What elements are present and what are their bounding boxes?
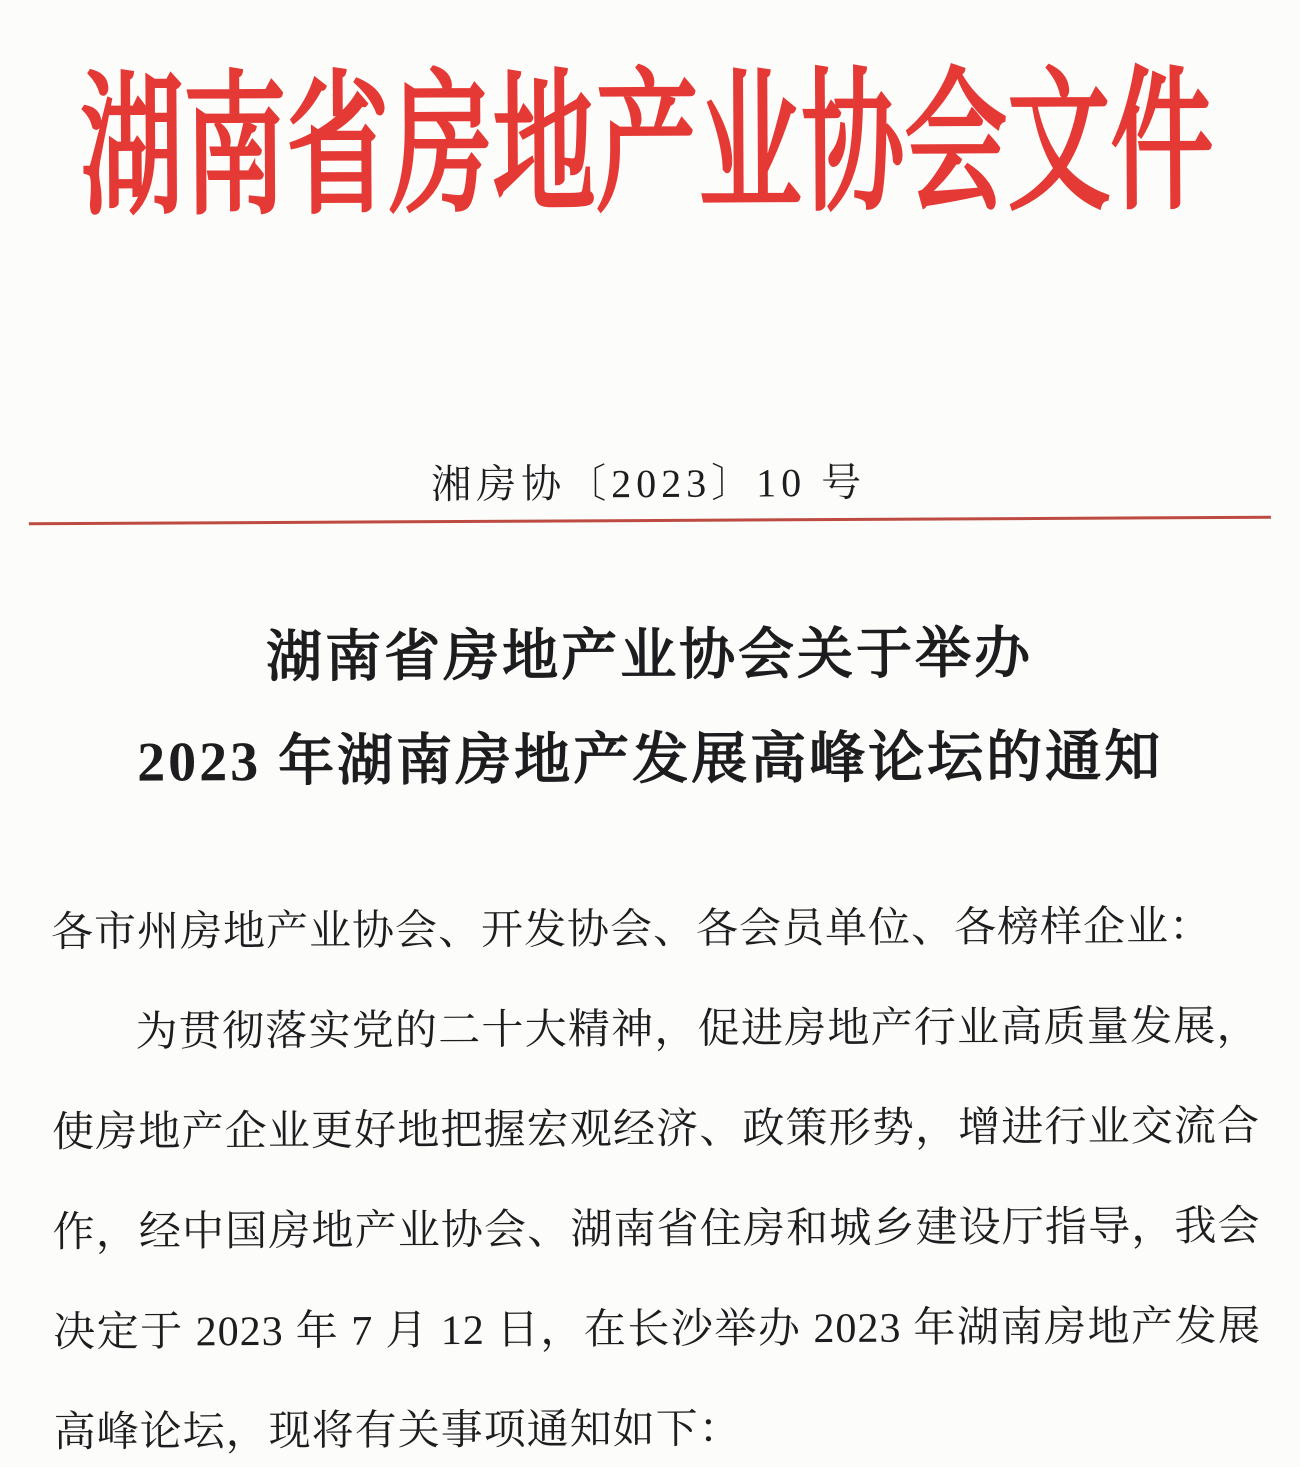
document-number: 湘房协〔2023〕10 号 <box>431 459 867 508</box>
body-paragraph: 为贯彻落实党的二十大精神，促进房地产行业高质量发展，使房地产企业更好地把握宏观经济、政策形势，增进行业交流合作，经中国房地产业协会、湖南省住房和城乡建设厅指导，我会决定于 2023 年 7 月 12 日，在长沙举办 2023 年湖南房地产发展高峰论坛，现将有关事项通知如下： <box>51 1003 1262 1457</box>
letterhead-title: 湖南省房地产业协会文件 <box>79 58 1214 235</box>
notice-title <box>0 601 1300 816</box>
notice-title-line-2: 2023 年湖南房地产发展高峰论坛的通知 <box>136 726 1164 794</box>
red-divider-line <box>29 516 1271 526</box>
salutation-line: 各市州房地产业协会、开发协会、各会员单位、各榜样企业： <box>50 904 1213 957</box>
notice-body <box>51 877 1262 1467</box>
notice-title-line-1: 湖南省房地产业协会关于举办 <box>265 622 1034 690</box>
